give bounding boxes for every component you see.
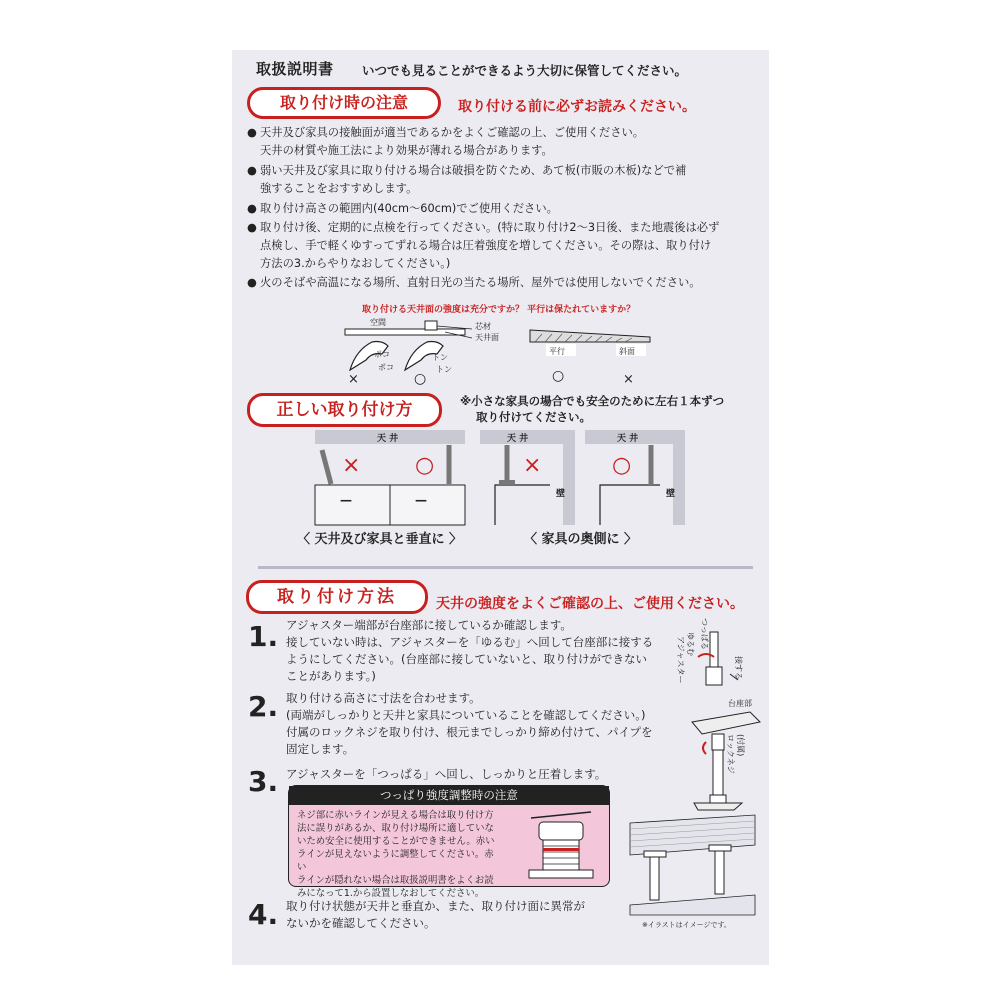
- step-text: アジャスター端部が台座部に接しているか確認します。 接していない時は、アジャスターを「ゆるむ」へ回して台座部に接する ようにしてください。(台座部に接していないと、取り付けができない ことがあります。): [286, 618, 654, 683]
- section-install-caution-note: 取り付ける前に必ずお読みください。: [458, 99, 696, 115]
- svg-text:つっぱる: つっぱる: [700, 618, 709, 650]
- svg-text:斜面: 斜面: [619, 347, 635, 356]
- svg-text:○: ○: [612, 453, 632, 478]
- step-text: 取り付け状態が天井と垂直か、また、取り付け面に異常が ないかを確認してください。: [286, 899, 585, 930]
- step-number: 2.: [248, 690, 279, 723]
- svg-text:天 井: 天 井: [617, 434, 639, 444]
- caption-vertical: 〈 天井及び家具と垂直に 〉: [297, 532, 463, 547]
- svg-text:接する: 接する: [734, 656, 743, 680]
- svg-text:トン: トン: [432, 353, 448, 362]
- ok-mark: ○: [552, 368, 565, 384]
- section-install-caution-label: 取り付け時の注意: [247, 87, 441, 119]
- illustration-note: ※イラストはイメージです。: [642, 921, 731, 929]
- svg-text:○: ○: [415, 453, 435, 478]
- svg-text:台座部: 台座部: [728, 699, 752, 708]
- step-text: 取り付ける高さに寸法を合わせます。 (両端がしっかりと天井と家具についていることを確認してください。) 付属のロックネジを取り付け、根元までしっかり締め付けて、パイプを 固定します。: [286, 691, 653, 756]
- svg-text:ロックネジ: ロックネジ: [726, 734, 735, 774]
- svg-text:壁: 壁: [556, 489, 566, 499]
- ng-mark: ×: [623, 372, 634, 387]
- ng-mark: ×: [348, 372, 359, 387]
- warning-title: つっぱり強度調整時の注意: [289, 786, 609, 805]
- svg-text:壁: 壁: [666, 489, 676, 499]
- step-number: 1.: [248, 620, 279, 653]
- svg-text:トン: トン: [436, 365, 452, 374]
- bullet-item: ● 取り付け後、定期的に点検を行ってください。(特に取り付け2〜3日後、また地震後は必ず 点検し、手で軽くゆすってずれる場合は圧着強度を増してください。その際は、取り付け 方法の3.からやりなおしてください。): [247, 221, 720, 270]
- svg-text:芯材: 芯材: [475, 322, 491, 331]
- svg-text:ゆるむ: ゆるむ: [686, 632, 695, 656]
- svg-text:—: —: [340, 493, 352, 507]
- svg-text:アジャスター: アジャスター: [676, 636, 685, 684]
- svg-text:天 井: 天 井: [507, 434, 529, 444]
- step-number: 3.: [248, 765, 279, 798]
- bullet-item: ● 天井及び家具の接触面が適当であるかをよくご確認の上、ご使用ください。 天井の材質や施工法により効果が薄れる場合があります。: [247, 126, 645, 157]
- ok-mark: ○: [414, 371, 427, 387]
- svg-text:×: ×: [342, 453, 361, 478]
- svg-text:(付属): (付属): [736, 734, 745, 757]
- section-divider: [258, 566, 753, 569]
- manual-subtitle: いつでも見ることができるよう大切に保管してください。: [362, 63, 688, 78]
- screw-red-line-icon: [521, 810, 601, 882]
- svg-text:×: ×: [523, 453, 542, 478]
- diagram-question: 取り付ける天井面の強度は充分ですか？ 平行は保たれていますか？: [362, 305, 636, 315]
- manual-title: 取扱説明書: [256, 60, 334, 78]
- step-number: 4.: [248, 898, 279, 931]
- correct-install-diagram: [315, 430, 690, 525]
- svg-text:平行: 平行: [549, 347, 565, 356]
- bullet-item: ● 火のそばや高温になる場所、直射日光の当たる場所、屋外では使用しないでください。: [247, 276, 701, 289]
- section-install-method-label: 取り付け方法: [246, 580, 428, 614]
- svg-text:ポコ: ポコ: [374, 350, 390, 359]
- caption-back-side: 〈 家具の奥側に 〉: [524, 532, 638, 547]
- step-text: アジャスターを「つっぱる」へ回し、しっかりと圧着します。: [286, 767, 607, 781]
- svg-text:天 井: 天 井: [377, 434, 399, 444]
- furniture-install-illustration: [620, 815, 760, 915]
- section-correct-install-label: 正しい取り付け方: [247, 393, 442, 427]
- svg-text:—: —: [415, 493, 427, 507]
- bullet-item: ● 弱い天井及び家具に取り付ける場合は破損を防ぐため、あて板(市販の木板)などで補 強することをおすすめします。: [247, 164, 687, 195]
- section-correct-install-note: ※小さな家具の場合でも安全のために左右１本ずつ 取り付けてください。: [460, 394, 725, 424]
- svg-text:天井面: 天井面: [475, 333, 499, 342]
- svg-text:空間: 空間: [370, 318, 386, 327]
- svg-text:ポコ: ポコ: [378, 363, 394, 372]
- tension-warning-box: つっぱり強度調整時の注意 ネジ部に赤いラインが見える場合は取り付け方 法に誤りがあるか、取り付け場所に適していな いため安全に使用することができません。赤い ラインが見えないように調整してください。赤い ラインが隠れない場合は取扱説明書をよくお読 みになって1.から設置しなおしてください。: [288, 785, 610, 887]
- bullet-item: ● 取り付け高さの範囲内(40cm〜60cm)でご使用ください。: [247, 202, 558, 215]
- ceiling-strength-diagram: [330, 300, 660, 388]
- section-install-method-note: 天井の強度をよくご確認の上、ご使用ください。: [436, 596, 744, 612]
